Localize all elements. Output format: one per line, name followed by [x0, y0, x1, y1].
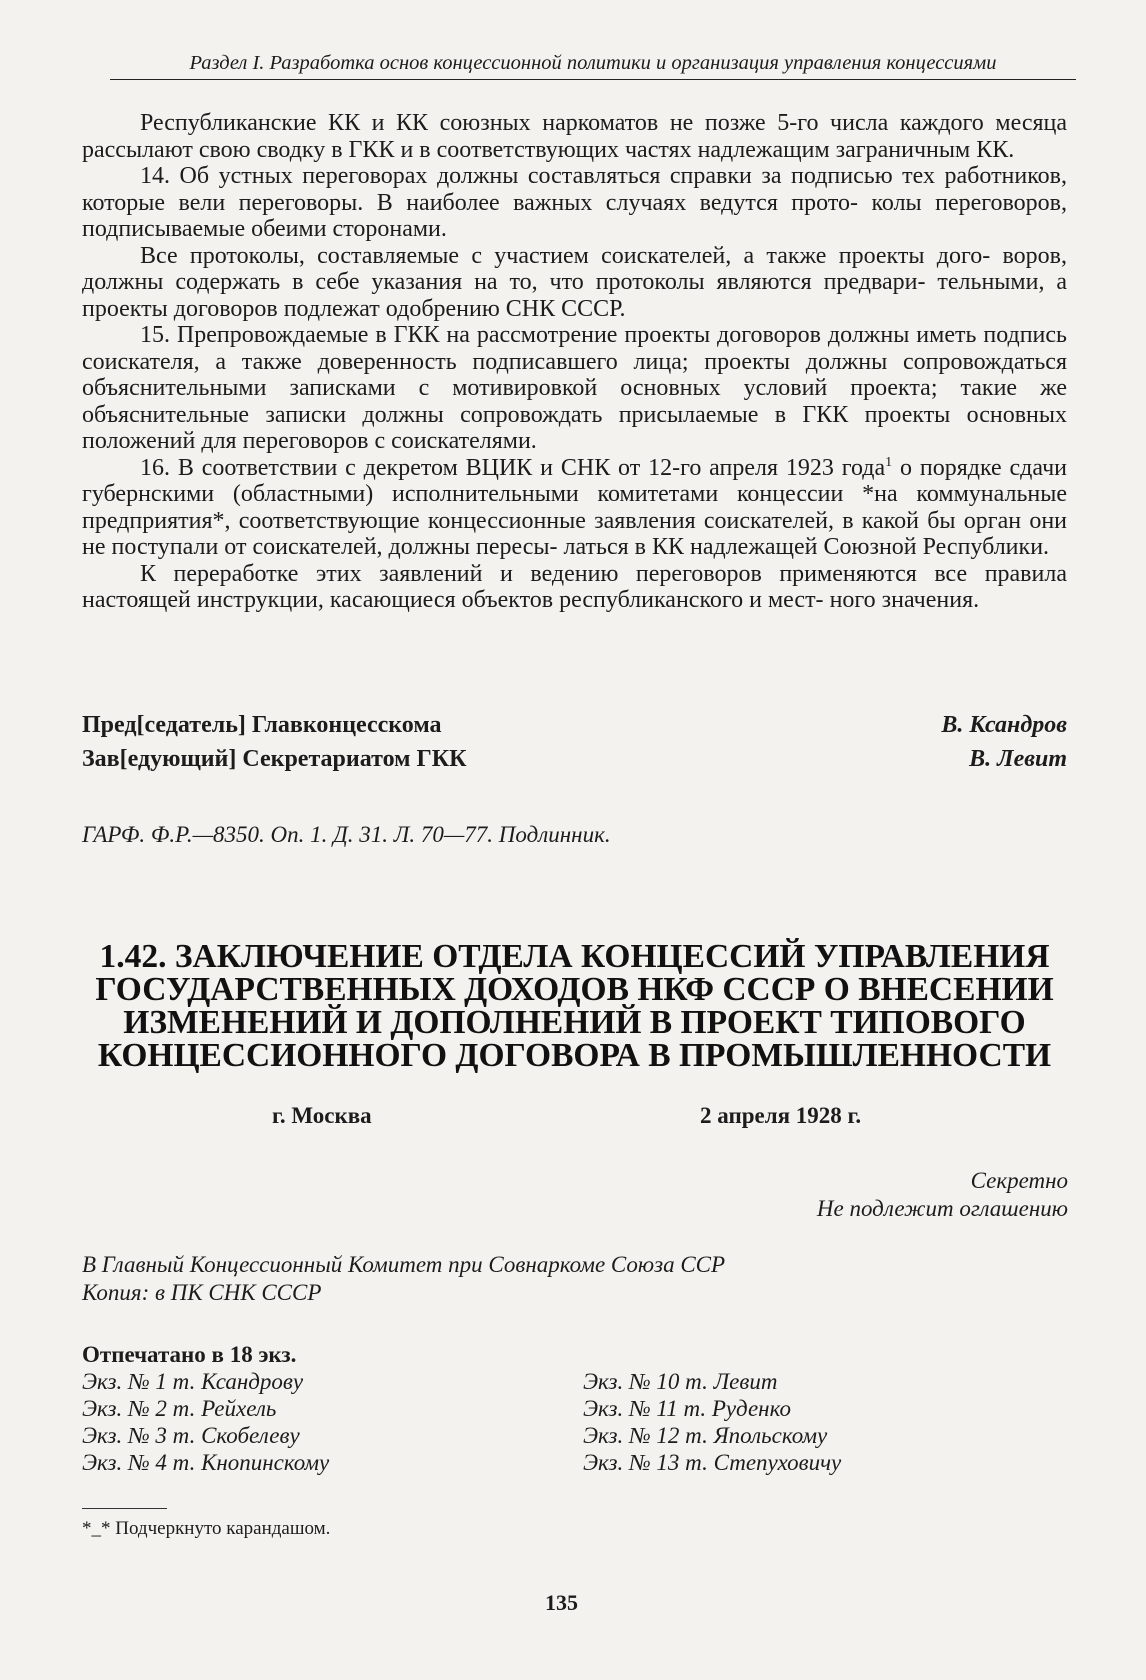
footnote: *_* Подчеркнуто карандашом. [82, 1518, 331, 1539]
document-body [82, 110, 1067, 614]
signatory-title: Зав[едующий] Секретариатом ГКК [82, 746, 467, 772]
signature-line [82, 746, 1067, 773]
place: г. Москва [272, 1103, 372, 1128]
secrecy-mark: Секретно [970, 1168, 1068, 1193]
copies-list-right [583, 1368, 841, 1476]
list-item: Экз. № 12 т. Япольскому [583, 1423, 828, 1448]
footnote-reference: 1 [885, 454, 893, 470]
addressee: В Главный Концессионный Комитет при Совнаркоме Союза ССР [82, 1252, 726, 1277]
signature-line [82, 712, 1067, 739]
archive-source: ГАРФ. Ф.Р.—8350. Оп. 1. Д. 31. Л. 70—77. Подлинник. [82, 822, 611, 847]
list-item: Экз. № 1 т. Ксандрову [82, 1369, 304, 1394]
list-item: Экз. № 3 т. Скобелеву [82, 1423, 300, 1448]
footnote-separator [82, 1508, 167, 1509]
paragraph: 15. Препровождаемые в ГКК на рассмотрение проекты договоров должны иметь подпись соискателя, а также доверенность подписавшего лица; проекты должны сопровождаться объяснительными записками с мотивировкой основных условий проекта; такие же объяснительные записки должны сопровождать присылаемые в ГКК проекты основных положений для переговоров с соискателями. [82, 322, 1068, 454]
date: 2 апреля 1928 г. [700, 1103, 862, 1128]
list-item: Экз. № 10 т. Левит [583, 1369, 778, 1394]
secrecy-mark: Не подлежит оглашению [816, 1196, 1068, 1221]
list-item: Экз. № 4 т. Кнопинскому [82, 1450, 330, 1475]
paragraph: К переработке этих заявлений и ведению переговоров применяются все правила настоящей инструкции, касающиеся объектов республиканского и мест- ного значения. [82, 560, 1067, 613]
list-item: Экз. № 11 т. Руденко [583, 1396, 791, 1421]
paragraph: 14. Об устных переговорах должны составляться справки за подписью тех работников, которые вели переговоры. В наиболее важных случаях ведутся прото- колы переговоров, подписываемые обеими сторонами. [82, 163, 1068, 242]
paragraph: 16. В соответствии с декретом ВЦИК и СНК от 12-го апреля 1923 года$^1$ о порядке сдачи губернскими (областными) исполнительными комитетами концессии *на коммунальные предприятия*, соответствующие концессионные заявления соискателей, в какой бы орган они не поступали от соискателей, должны пересы- латься в КК надлежащей Союзной Республики. [82, 454, 1068, 560]
print-run: Отпечатано в 18 экз. [82, 1342, 297, 1367]
list-item: Экз. № 13 т. Степуховичу [583, 1450, 842, 1475]
paragraph: Республиканские КК и КК союзных наркоматов не позже 5-го числа каждого месяца рассылают свою сводку в ГКК и в соответствующих частях надлежащим заграничным КК. [82, 110, 1068, 163]
document-title: 1.42. ЗАКЛЮЧЕНИЕ ОТДЕЛА КОНЦЕССИЙ УПРАВЛЕНИЯ ГОСУДАРСТВЕННЫХ ДОХОДОВ НКФ СССР О ВНЕСЕНИИ ИЗМЕНЕНИЙ И ДОПОЛНЕНИЙ В ПРОЕКТ ТИПОВОГО КОНЦЕССИОННОГО ДОГОВОРА В ПРОМЫШЛЕННОСТИ [95, 938, 1054, 1074]
paragraph: Все протоколы, составляемые с участием соискателей, а также проекты дого- воров, должны содержать в себе указания на то, что протоколы являются предвари- тельными, а проекты договоров подлежат одобрению СНК СССР. [82, 242, 1068, 322]
signatory-title: Пред[седатель] Главконцесскома [82, 712, 442, 738]
list-item: Экз. № 2 т. Рейхель [82, 1396, 277, 1421]
signatory-name: В. Ксандров [941, 712, 1067, 738]
page-number: 135 [545, 1590, 578, 1615]
copies-list-left [82, 1368, 329, 1476]
copy-recipient: Копия: в ПК СНК СССР [82, 1280, 322, 1305]
signatory-name: В. Левит [969, 746, 1067, 772]
running-header: Раздел I. Разработка основ концессионной политики и организация управления концессиями [110, 52, 1076, 80]
